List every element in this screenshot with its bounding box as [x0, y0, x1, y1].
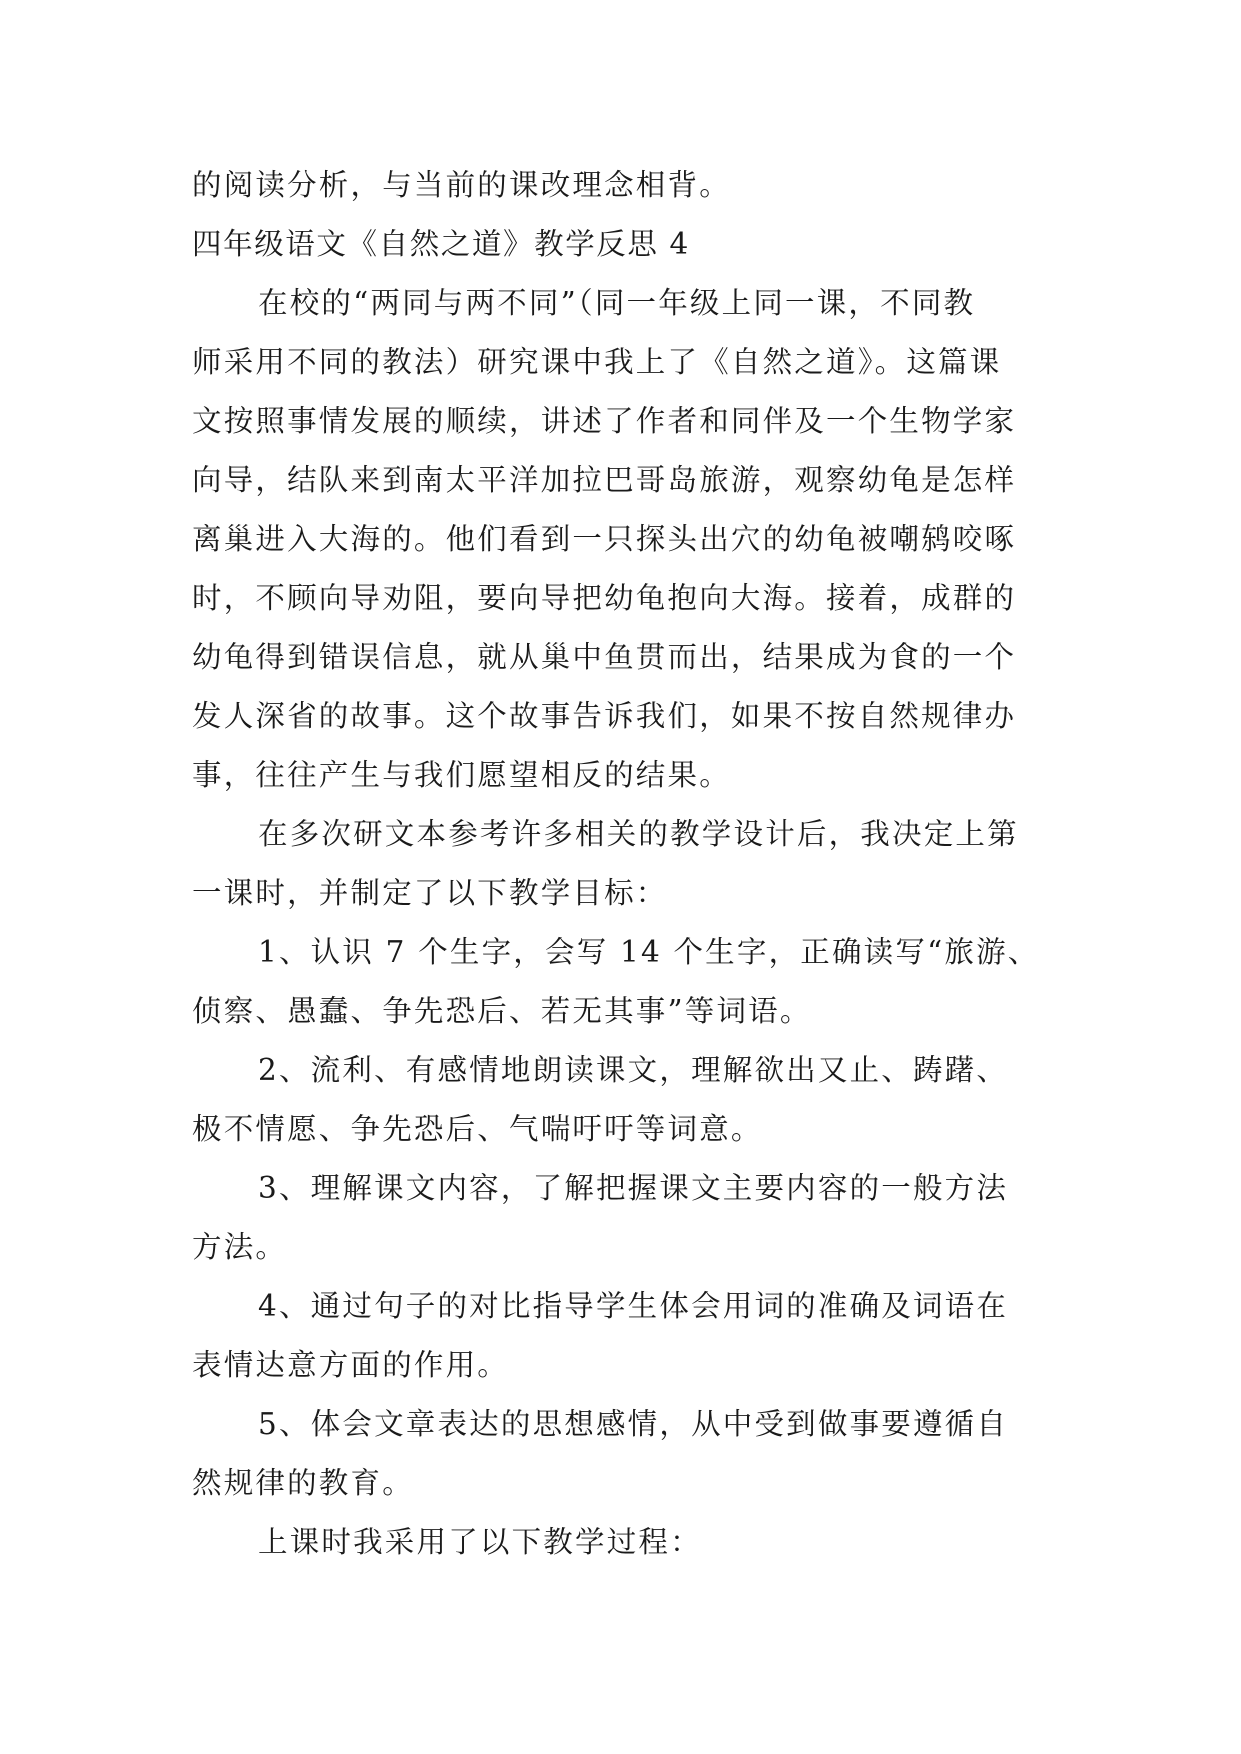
- text-line: 离巢进入大海的。他们看到一只探头出穴的幼龟被嘲鸫咬啄: [192, 522, 1017, 556]
- text-line: 侦察、愚蠢、争先恐后、若无其事”等词语。: [192, 994, 812, 1028]
- text-line: 向导，结队来到南太平洋加拉巴哥岛旅游，观察幼龟是怎样: [192, 463, 1017, 497]
- text-line: 然规律的教育。: [192, 1466, 414, 1500]
- text-line: 3、理解课文内容，了解把握课文主要内容的一般方法: [258, 1171, 1009, 1205]
- text-line: 4、通过句子的对比指导学生体会用词的准确及词语在: [258, 1289, 1009, 1323]
- text-line: 时，不顾向导劝阻，要向导把幼龟抱向大海。接着，成群的: [192, 581, 1017, 615]
- text-line: 在多次研文本参考许多相关的教学设计后，我决定上第: [258, 817, 1019, 851]
- text-line: 极不情愿、争先恐后、气喘吁吁等词意。: [192, 1112, 763, 1146]
- text-line: 师采用不同的教法）研究课中我上了《自然之道》。这篇课: [192, 345, 1002, 379]
- text-line: 一课时，并制定了以下教学目标：: [192, 876, 668, 910]
- text-line: 5、体会文章表达的思想感情，从中受到做事要遵循自: [258, 1407, 1009, 1441]
- text-line: 发人深省的故事。这个故事告诉我们，如果不按自然规律办: [192, 699, 1017, 733]
- text-line: 在校的“两同与两不同”（同一年级上同一课，不同教: [258, 286, 976, 320]
- document-body: [192, 156, 1052, 1572]
- text-line: 1、认识 7 个生字，会写 14 个生字，正确读写“旅游、: [258, 935, 1040, 969]
- text-line: 表情达意方面的作用。: [192, 1348, 510, 1382]
- text-line: 幼龟得到错误信息，就从巢中鱼贯而出，结果成为食的一个: [192, 640, 1017, 674]
- text-line: 上课时我采用了以下教学过程：: [258, 1525, 702, 1559]
- section-heading: 四年级语文《自然之道》教学反思 4: [192, 227, 690, 261]
- text-line: 文按照事情发展的顺续，讲述了作者和同伴及一个生物学家: [192, 404, 1017, 438]
- text-line: 事，往往产生与我们愿望相反的结果。: [192, 758, 731, 792]
- text-line: 的阅读分析，与当前的课改理念相背。: [192, 168, 731, 202]
- text-line: 方法。: [192, 1230, 288, 1264]
- text-line: 2、流利、有感情地朗读课文，理解欲出又止、踌躇、: [258, 1053, 1009, 1087]
